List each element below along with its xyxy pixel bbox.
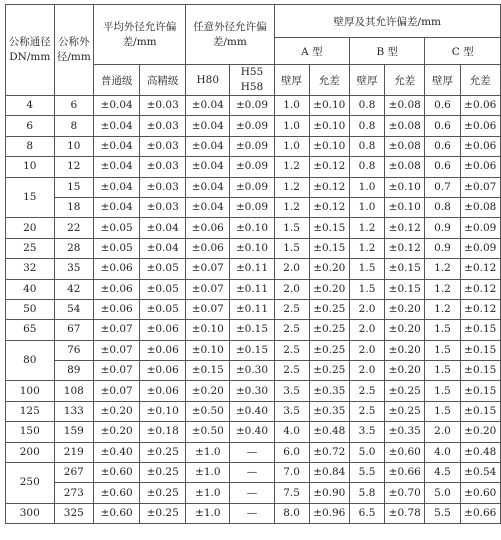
cell-avg-normal: ±0.07	[94, 381, 140, 401]
cell-c-tol: ±0.20	[460, 422, 501, 442]
cell-any-h55: ±0.09	[230, 177, 274, 197]
cell-c-wall: 1.2	[425, 279, 460, 299]
cell-avg-high: ±0.03	[140, 177, 186, 197]
cell-b-tol: ±0.15	[385, 279, 425, 299]
cell-avg-high: ±0.03	[140, 157, 186, 177]
cell-any-h80: ±0.07	[186, 279, 230, 299]
cell-any-h80: ±0.06	[186, 238, 230, 258]
table-row	[6, 483, 501, 503]
cell-od: 108	[54, 381, 94, 401]
cell-b-tol: ±0.60	[385, 442, 425, 462]
cell-od: 133	[54, 401, 94, 421]
cell-b-tol: ±0.70	[385, 483, 425, 503]
cell-c-wall: 0.7	[425, 177, 460, 197]
cell-c-wall: 0.6	[425, 136, 460, 156]
cell-dn: 6	[6, 116, 55, 136]
cell-dn: 150	[6, 422, 55, 442]
cell-b-tol: ±0.78	[385, 503, 425, 523]
cell-avg-high: ±0.25	[140, 483, 186, 503]
cell-any-h55: ±0.15	[230, 340, 274, 360]
cell-c-wall: 0.6	[425, 116, 460, 136]
cell-c-tol: ±0.54	[460, 463, 501, 483]
cell-b-wall: 2.5	[350, 401, 385, 421]
cell-dn: 65	[6, 320, 55, 340]
cell-avg-normal: ±0.20	[94, 422, 140, 442]
cell-avg-high: ±0.06	[140, 381, 186, 401]
table-row	[6, 340, 501, 360]
cell-b-tol: ±0.08	[385, 116, 425, 136]
cell-a-wall: 2.5	[274, 340, 309, 360]
cell-any-h55: ±0.09	[230, 136, 274, 156]
cell-b-wall: 1.5	[350, 279, 385, 299]
cell-c-wall: 1.2	[425, 259, 460, 279]
cell-c-tol: ±0.06	[460, 96, 501, 116]
cell-avg-normal: ±0.06	[94, 259, 140, 279]
cell-c-wall: 0.9	[425, 218, 460, 238]
cell-od: 10	[54, 136, 94, 156]
cell-a-wall: 1.0	[274, 116, 309, 136]
cell-avg-normal: ±0.04	[94, 177, 140, 197]
cell-a-tol: ±0.35	[309, 381, 349, 401]
cell-any-h55: ±0.11	[230, 299, 274, 319]
cell-b-wall: 1.0	[350, 177, 385, 197]
cell-any-h80: ±1.0	[186, 483, 230, 503]
cell-c-tol: ±0.60	[460, 483, 501, 503]
cell-avg-high: ±0.04	[140, 238, 186, 258]
cell-dn: 50	[6, 299, 55, 319]
cell-c-wall: 1.5	[425, 401, 460, 421]
table-row	[6, 299, 501, 319]
cell-c-tol: ±0.15	[460, 340, 501, 360]
cell-avg-high: ±0.03	[140, 136, 186, 156]
cell-avg-normal: ±0.05	[94, 238, 140, 258]
cell-b-tol: ±0.12	[385, 238, 425, 258]
table-row	[6, 422, 501, 442]
cell-b-wall: 1.2	[350, 238, 385, 258]
cell-b-wall: 6.5	[350, 503, 385, 523]
cell-avg-normal: ±0.40	[94, 442, 140, 462]
cell-avg-normal: ±0.07	[94, 340, 140, 360]
cell-avg-high: ±0.25	[140, 503, 186, 523]
cell-c-tol: ±0.66	[460, 503, 501, 523]
cell-od: 22	[54, 218, 94, 238]
cell-any-h80: ±0.04	[186, 116, 230, 136]
cell-b-tol: ±0.25	[385, 381, 425, 401]
cell-avg-normal: ±0.60	[94, 463, 140, 483]
cell-c-wall: 1.5	[425, 381, 460, 401]
cell-c-wall: 1.2	[425, 299, 460, 319]
cell-dn: 250	[6, 463, 55, 504]
cell-a-wall: 7.5	[274, 483, 309, 503]
cell-b-tol: ±0.35	[385, 422, 425, 442]
cell-avg-high: ±0.03	[140, 116, 186, 136]
cell-c-wall: 0.6	[425, 96, 460, 116]
cell-any-h55: ±0.09	[230, 116, 274, 136]
cell-c-tol: ±0.07	[460, 177, 501, 197]
cell-c-tol: ±0.06	[460, 116, 501, 136]
cell-a-wall: 7.0	[274, 463, 309, 483]
cell-any-h80: ±0.10	[186, 320, 230, 340]
cell-any-h80: ±0.20	[186, 381, 230, 401]
cell-a-tol: ±0.72	[309, 442, 349, 462]
cell-c-wall: 0.9	[425, 238, 460, 258]
cell-any-h55: —	[230, 463, 274, 483]
cell-any-h55: ±0.11	[230, 279, 274, 299]
cell-avg-high: ±0.10	[140, 401, 186, 421]
cell-dn: 25	[6, 238, 55, 258]
cell-c-wall: 0.8	[425, 197, 460, 217]
cell-c-wall: 4.5	[425, 463, 460, 483]
cell-b-tol: ±0.20	[385, 320, 425, 340]
cell-c-wall: 5.5	[425, 503, 460, 523]
cell-c-tol: ±0.12	[460, 279, 501, 299]
cell-c-wall: 1.5	[425, 340, 460, 360]
header-h55-h58	[230, 65, 274, 96]
cell-b-tol: ±0.15	[385, 259, 425, 279]
cell-avg-normal: ±0.04	[94, 197, 140, 217]
cell-c-wall: 1.5	[425, 320, 460, 340]
cell-a-tol: ±0.10	[309, 116, 349, 136]
header-a-wall: 壁厚	[274, 65, 309, 96]
cell-od: 42	[54, 279, 94, 299]
cell-b-wall: 1.0	[350, 197, 385, 217]
cell-avg-high: ±0.03	[140, 96, 186, 116]
table-row	[6, 259, 501, 279]
cell-a-wall: 2.5	[274, 320, 309, 340]
cell-b-wall: 0.8	[350, 116, 385, 136]
table-row	[6, 197, 501, 217]
header-h58: H58	[240, 81, 264, 93]
cell-c-wall: 4.0	[425, 442, 460, 462]
cell-b-tol: ±0.08	[385, 136, 425, 156]
cell-a-tol: ±0.90	[309, 483, 349, 503]
table-row	[6, 503, 501, 523]
cell-od: 89	[54, 361, 94, 381]
cell-a-wall: 3.5	[274, 401, 309, 421]
cell-any-h55: ±0.40	[230, 422, 274, 442]
table-row	[6, 442, 501, 462]
cell-avg-high: ±0.05	[140, 259, 186, 279]
cell-a-wall: 4.0	[274, 422, 309, 442]
cell-a-tol: ±0.25	[309, 320, 349, 340]
cell-a-wall: 3.5	[274, 381, 309, 401]
cell-b-wall: 2.0	[350, 299, 385, 319]
cell-any-h55: —	[230, 503, 274, 523]
cell-a-wall: 1.2	[274, 177, 309, 197]
cell-a-tol: ±0.10	[309, 96, 349, 116]
cell-avg-normal: ±0.07	[94, 361, 140, 381]
table-row	[6, 320, 501, 340]
table-row	[6, 238, 501, 258]
cell-b-wall: 1.5	[350, 259, 385, 279]
cell-od: 6	[54, 96, 94, 116]
cell-a-tol: ±0.20	[309, 259, 349, 279]
header-c-wall: 壁厚	[425, 65, 460, 96]
cell-od: 18	[54, 197, 94, 217]
cell-b-tol: ±0.10	[385, 177, 425, 197]
cell-any-h80: ±1.0	[186, 503, 230, 523]
header-normal: 普通级	[94, 65, 140, 96]
header-c-tol: 允差	[460, 65, 501, 96]
cell-any-h55: —	[230, 483, 274, 503]
cell-a-tol: ±0.35	[309, 401, 349, 421]
header-wall: 壁厚及其允许偏差/mm	[274, 5, 500, 38]
header-a-tol: 允差	[309, 65, 349, 96]
cell-a-tol: ±0.12	[309, 157, 349, 177]
header-od: 公称外径/mm	[54, 5, 94, 96]
cell-od: 219	[54, 442, 94, 462]
cell-c-tol: ±0.15	[460, 320, 501, 340]
cell-any-h55: ±0.09	[230, 197, 274, 217]
cell-b-tol: ±0.10	[385, 197, 425, 217]
table-row	[6, 157, 501, 177]
cell-a-wall: 2.0	[274, 279, 309, 299]
cell-od: 28	[54, 238, 94, 258]
cell-a-wall: 8.0	[274, 503, 309, 523]
cell-a-tol: ±0.25	[309, 340, 349, 360]
cell-b-tol: ±0.20	[385, 299, 425, 319]
cell-any-h55: ±0.10	[230, 218, 274, 238]
cell-b-wall: 0.8	[350, 136, 385, 156]
header-any-tolerance: 任意外径允许偏差/mm	[186, 5, 274, 65]
cell-avg-normal: ±0.07	[94, 320, 140, 340]
cell-dn: 10	[6, 157, 55, 177]
cell-avg-high: ±0.06	[140, 361, 186, 381]
cell-avg-normal: ±0.05	[94, 218, 140, 238]
cell-c-tol: ±0.08	[460, 197, 501, 217]
cell-any-h55: ±0.30	[230, 361, 274, 381]
cell-avg-normal: ±0.20	[94, 401, 140, 421]
cell-b-wall: 2.0	[350, 320, 385, 340]
cell-avg-normal: ±0.04	[94, 136, 140, 156]
cell-avg-high: ±0.05	[140, 299, 186, 319]
cell-a-tol: ±0.15	[309, 218, 349, 238]
cell-a-wall: 1.5	[274, 218, 309, 238]
cell-avg-normal: ±0.06	[94, 279, 140, 299]
table-row	[6, 177, 501, 197]
cell-avg-normal: ±0.04	[94, 96, 140, 116]
cell-b-tol: ±0.20	[385, 361, 425, 381]
cell-od: 267	[54, 463, 94, 483]
table-row	[6, 96, 501, 116]
cell-dn: 4	[6, 96, 55, 116]
cell-a-tol: ±0.25	[309, 361, 349, 381]
cell-b-wall: 2.0	[350, 340, 385, 360]
cell-avg-normal: ±0.04	[94, 116, 140, 136]
cell-od: 35	[54, 259, 94, 279]
header-dn: 公称通径DN/mm	[6, 5, 55, 96]
cell-any-h80: ±0.06	[186, 218, 230, 238]
table-row	[6, 279, 501, 299]
cell-b-tol: ±0.66	[385, 463, 425, 483]
cell-any-h80: ±1.0	[186, 463, 230, 483]
table-row	[6, 218, 501, 238]
header-h55: H55	[240, 66, 264, 78]
cell-od: 67	[54, 320, 94, 340]
header-b-tol: 允差	[385, 65, 425, 96]
cell-any-h80: ±1.0	[186, 442, 230, 462]
cell-c-tol: ±0.06	[460, 136, 501, 156]
cell-b-wall: 0.8	[350, 157, 385, 177]
cell-a-tol: ±0.84	[309, 463, 349, 483]
cell-a-tol: ±0.96	[309, 503, 349, 523]
cell-any-h80: ±0.04	[186, 157, 230, 177]
cell-avg-high: ±0.05	[140, 279, 186, 299]
cell-b-wall: 1.2	[350, 218, 385, 238]
cell-dn: 32	[6, 259, 55, 279]
cell-b-wall: 5.5	[350, 463, 385, 483]
cell-c-tol: ±0.06	[460, 157, 501, 177]
cell-a-wall: 1.5	[274, 238, 309, 258]
table-row	[6, 463, 501, 483]
cell-b-wall: 2.0	[350, 361, 385, 381]
cell-a-wall: 2.5	[274, 361, 309, 381]
cell-a-tol: ±0.15	[309, 238, 349, 258]
cell-any-h55: ±0.11	[230, 259, 274, 279]
cell-avg-high: ±0.06	[140, 340, 186, 360]
cell-avg-high: ±0.25	[140, 442, 186, 462]
cell-avg-high: ±0.18	[140, 422, 186, 442]
cell-od: 54	[54, 299, 94, 319]
cell-any-h80: ±0.04	[186, 197, 230, 217]
pipe-spec-table	[5, 4, 501, 524]
cell-b-wall: 5.0	[350, 442, 385, 462]
cell-a-tol: ±0.20	[309, 279, 349, 299]
cell-dn: 80	[6, 340, 55, 381]
cell-any-h55: ±0.40	[230, 401, 274, 421]
cell-od: 8	[54, 116, 94, 136]
cell-od: 273	[54, 483, 94, 503]
cell-od: 12	[54, 157, 94, 177]
cell-dn: 100	[6, 381, 55, 401]
cell-a-wall: 6.0	[274, 442, 309, 462]
cell-b-wall: 3.5	[350, 422, 385, 442]
cell-c-tol: ±0.12	[460, 299, 501, 319]
cell-a-tol: ±0.25	[309, 299, 349, 319]
cell-any-h55: ±0.30	[230, 381, 274, 401]
cell-a-wall: 1.2	[274, 157, 309, 177]
cell-b-tol: ±0.08	[385, 157, 425, 177]
cell-any-h80: ±0.04	[186, 136, 230, 156]
cell-any-h55: ±0.15	[230, 320, 274, 340]
cell-any-h55: ±0.09	[230, 157, 274, 177]
cell-any-h80: ±0.50	[186, 422, 230, 442]
cell-b-wall: 2.5	[350, 381, 385, 401]
header-type-a: A 型	[274, 38, 349, 65]
cell-b-wall: 0.8	[350, 96, 385, 116]
cell-a-wall: 2.5	[274, 299, 309, 319]
cell-avg-high: ±0.25	[140, 463, 186, 483]
header-h80: H80	[186, 65, 230, 96]
table-row	[6, 116, 501, 136]
cell-a-wall: 1.0	[274, 96, 309, 116]
cell-c-tol: ±0.15	[460, 401, 501, 421]
cell-b-tol: ±0.20	[385, 340, 425, 360]
cell-dn: 8	[6, 136, 55, 156]
cell-a-tol: ±0.12	[309, 197, 349, 217]
cell-c-wall: 2.0	[425, 422, 460, 442]
cell-a-tol: ±0.12	[309, 177, 349, 197]
cell-b-tol: ±0.25	[385, 401, 425, 421]
table-row	[6, 401, 501, 421]
cell-any-h80: ±0.07	[186, 259, 230, 279]
table-row	[6, 381, 501, 401]
cell-b-wall: 5.8	[350, 483, 385, 503]
cell-avg-normal: ±0.60	[94, 483, 140, 503]
cell-b-tol: ±0.12	[385, 218, 425, 238]
cell-any-h80: ±0.15	[186, 361, 230, 381]
cell-c-wall: 0.6	[425, 157, 460, 177]
cell-a-wall: 2.0	[274, 259, 309, 279]
pipe-spec-table-wrap	[5, 4, 501, 524]
cell-a-wall: 1.2	[274, 197, 309, 217]
cell-c-tol: ±0.15	[460, 381, 501, 401]
cell-b-tol: ±0.08	[385, 96, 425, 116]
cell-avg-normal: ±0.60	[94, 503, 140, 523]
cell-dn: 40	[6, 279, 55, 299]
header-b-wall: 壁厚	[350, 65, 385, 96]
cell-dn: 200	[6, 442, 55, 462]
cell-c-wall: 5.0	[425, 483, 460, 503]
cell-avg-normal: ±0.04	[94, 157, 140, 177]
cell-dn: 20	[6, 218, 55, 238]
cell-dn: 300	[6, 503, 55, 523]
cell-a-tol: ±0.10	[309, 136, 349, 156]
cell-od: 159	[54, 422, 94, 442]
cell-any-h55: ±0.10	[230, 238, 274, 258]
cell-avg-high: ±0.06	[140, 320, 186, 340]
cell-any-h55: —	[230, 442, 274, 462]
table-row	[6, 136, 501, 156]
cell-c-tol: ±0.15	[460, 361, 501, 381]
cell-od: 325	[54, 503, 94, 523]
cell-dn: 125	[6, 401, 55, 421]
header-avg-tolerance: 平均外径允许偏差/mm	[94, 5, 186, 65]
cell-c-tol: ±0.09	[460, 218, 501, 238]
cell-c-wall: 1.5	[425, 361, 460, 381]
cell-any-h80: ±0.07	[186, 299, 230, 319]
cell-any-h55: ±0.09	[230, 96, 274, 116]
cell-any-h80: ±0.04	[186, 96, 230, 116]
header-type-b: B 型	[350, 38, 425, 65]
cell-avg-normal: ±0.06	[94, 299, 140, 319]
cell-c-tol: ±0.48	[460, 442, 501, 462]
cell-avg-high: ±0.04	[140, 218, 186, 238]
cell-avg-high: ±0.03	[140, 197, 186, 217]
cell-dn: 15	[6, 177, 55, 218]
cell-c-tol: ±0.09	[460, 238, 501, 258]
table-row	[6, 361, 501, 381]
cell-any-h80: ±0.04	[186, 177, 230, 197]
header-high: 高精级	[140, 65, 186, 96]
header-type-c: C 型	[425, 38, 501, 65]
cell-od: 15	[54, 177, 94, 197]
cell-a-wall: 1.0	[274, 136, 309, 156]
cell-any-h80: ±0.10	[186, 340, 230, 360]
cell-od: 76	[54, 340, 94, 360]
cell-a-tol: ±0.48	[309, 422, 349, 442]
cell-c-tol: ±0.12	[460, 259, 501, 279]
cell-any-h80: ±0.50	[186, 401, 230, 421]
